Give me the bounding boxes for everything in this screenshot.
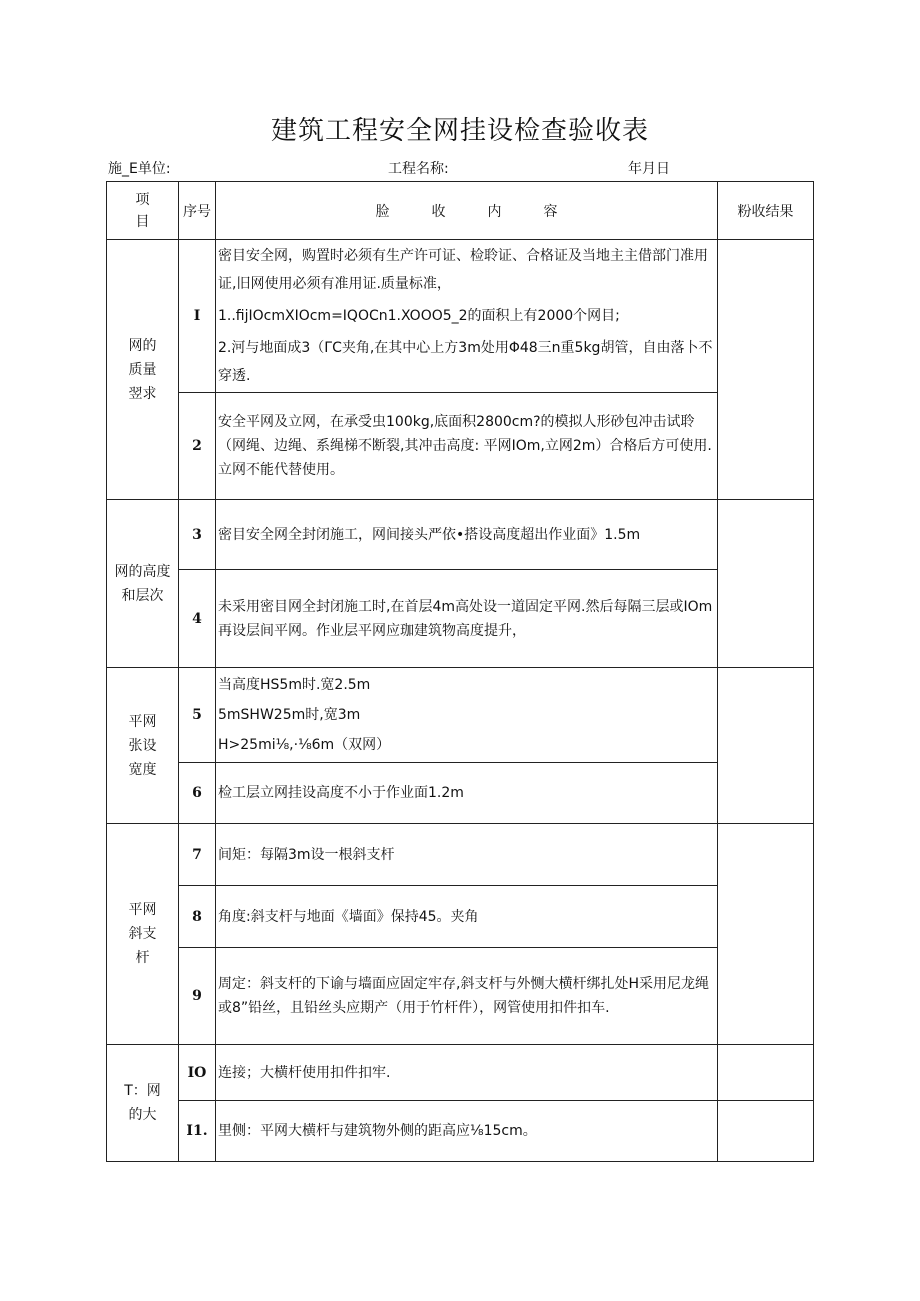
row-number: 8	[179, 886, 216, 948]
table-row	[107, 886, 814, 948]
table-row	[107, 1101, 814, 1162]
table-row	[107, 240, 814, 393]
row-content: 当高度HS5m时.宽2.5m 5mSHW25m时,宽3m H>25mi⅛,·⅛6m（双网）	[216, 668, 718, 763]
result-cell	[718, 500, 814, 668]
header-content: 脸收内容	[216, 182, 718, 240]
header-item: 项 目	[107, 182, 179, 240]
row-content: 间矩：每隔3m设一根斜支杆	[216, 824, 718, 886]
row-content: 检工层立网挂设高度不小于作业面1.2m	[216, 763, 718, 824]
result-cell	[718, 824, 814, 1045]
row-number: I	[179, 240, 216, 393]
row-content: 里侧：平网大横杆与建筑物外侧的距高应⅛15cm。	[216, 1101, 718, 1162]
row-number: I1.	[179, 1101, 216, 1162]
date-label: 年月日	[628, 161, 670, 177]
row-number: 2	[179, 393, 216, 500]
group-name-width: 平网 张设 宽度	[107, 668, 179, 824]
group-name-brace: 平网 斜支 杆	[107, 824, 179, 1045]
row-number: 4	[179, 570, 216, 668]
result-cell	[718, 1045, 814, 1101]
row-content: 角度:斜支杆与地面《墙面》保持45。夹角	[216, 886, 718, 948]
table-row	[107, 1045, 814, 1101]
header-seq: 序号	[179, 182, 216, 240]
row-number: 5	[179, 668, 216, 763]
row-content: 未采用密目网全封闭施工时,在首层4m高处设一道固定平网.然后每隔三层或IOm再设层间平网。作业层平网应珈建筑物高度提升，	[216, 570, 718, 668]
result-cell	[718, 1101, 814, 1162]
table-header-row	[107, 182, 814, 240]
project-name-label: 工程名称:	[388, 161, 449, 177]
header-result: 粉收结果	[718, 182, 814, 240]
table-row	[107, 500, 814, 570]
table-row	[107, 393, 814, 500]
row-number: 7	[179, 824, 216, 886]
group-name-horizontal-bar: T：网 的大	[107, 1045, 179, 1162]
document-title: 建筑工程安全网挂设检查验收表	[270, 116, 649, 146]
row-content: 密目安全网，购置时必须有生产许可证、检聆证、合格证及当地主主借部门准用证,旧网使用必须有准用证.质量标准， 1..fijIOcmXIOcm=IQOCn1.XOOO5_2的面积上有2000个网目; 2.河与地面成3（ΓC夹角,在其中心上方3m处用Φ48三n重5kg胡管，自由落卜不穿透.	[216, 240, 718, 393]
row-number: 9	[179, 948, 216, 1045]
result-cell	[718, 240, 814, 500]
row-content: 安全平网及立网，在承受虫100kg,底面积2800cm?的模拟人形砂包冲击试聆（网绳、边绳、系绳梯不断裂,其冲击高度: 平网IOm,立网2m）合格后方可使用.立网不能代替使用。	[216, 393, 718, 500]
table-row	[107, 570, 814, 668]
group-name-quality: 网的 质量 翌求	[107, 240, 179, 500]
row-number: 3	[179, 500, 216, 570]
row-number: IO	[179, 1045, 216, 1101]
row-content: 周定：斜支杆的下谕与墙面应固定牢存,斜支杆与外恻大横杆绑扎处H采用尼龙绳或8”铅丝，且铅丝头应期产（用于竹杆件），网管使用扣件扣车.	[216, 948, 718, 1045]
row-content: 密目安全网全封闭施工，网间接头严依•搭设高度超出作业面》1.5m	[216, 500, 718, 570]
result-cell	[718, 668, 814, 824]
table-row	[107, 948, 814, 1045]
row-number: 6	[179, 763, 216, 824]
table-row	[107, 668, 814, 763]
inspection-table	[106, 181, 814, 1162]
group-name-height: 网的高度 和层次	[107, 500, 179, 668]
construction-unit-label: 施_E单位:	[108, 161, 171, 177]
row-content: 连接；大横杆使用扣件扣牢.	[216, 1045, 718, 1101]
table-row	[107, 763, 814, 824]
table-row	[107, 824, 814, 886]
